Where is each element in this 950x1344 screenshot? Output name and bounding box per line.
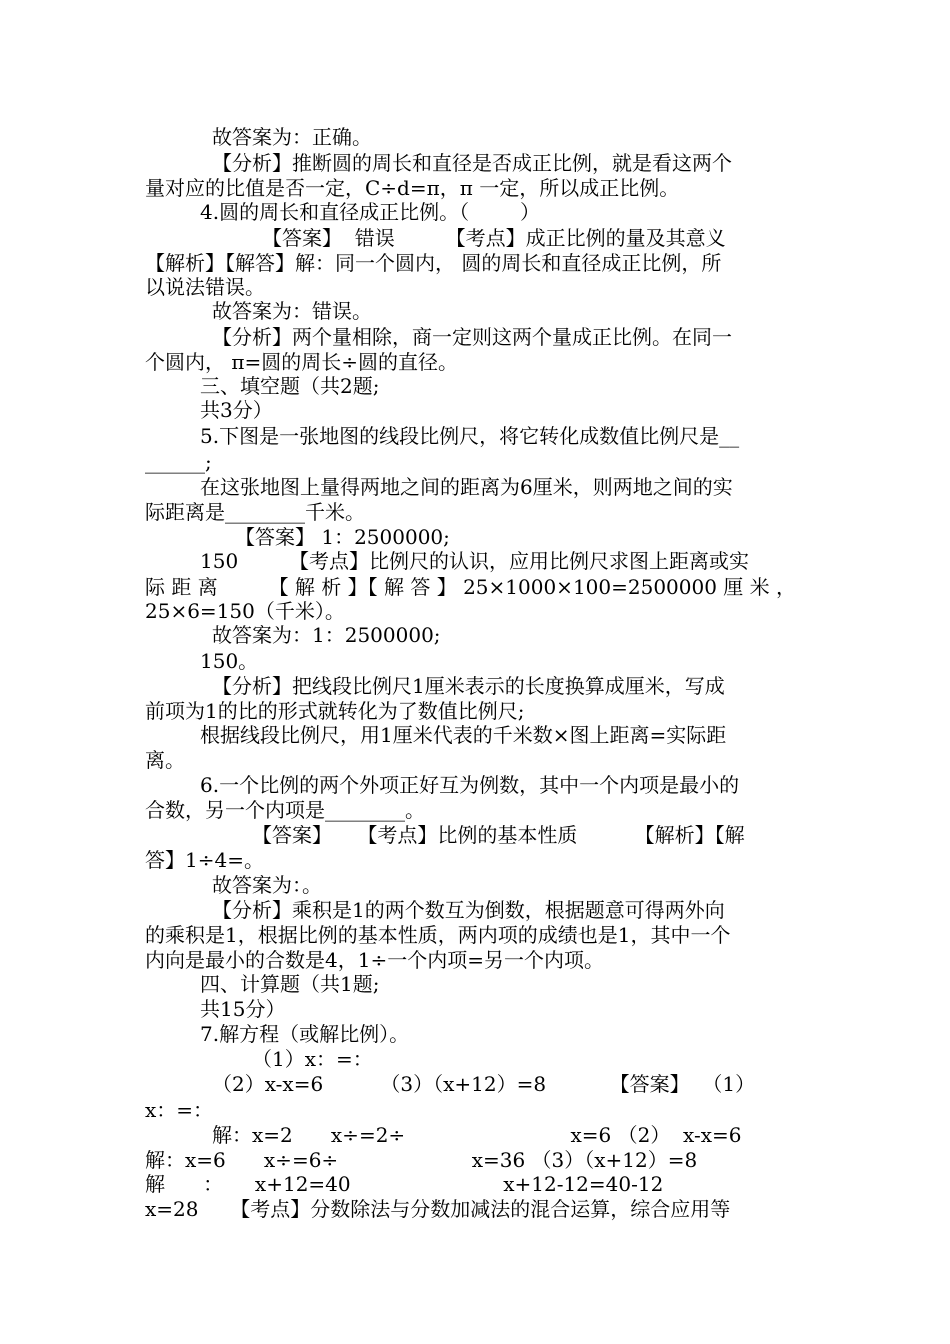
text-line: 离。 [145, 748, 185, 772]
question-text: 在这张地图上量得两地之间的距离为6厘米，则两地之间的实 [200, 475, 733, 499]
text-line: 【解析】【解答】解：同一个圆内， 圆的周长和直径成正比例，所 [145, 251, 722, 275]
text-line: 故答案为：1：2500000; [212, 623, 441, 647]
question-text: 际距离是________千米。 [145, 500, 365, 524]
text-line: 150 【考点】比例尺的认识，应用比例尺求图上距离或实 [200, 549, 750, 573]
question-text: 6.一个比例的两个外项正好互为例数，其中一个内项是最小的 [200, 773, 740, 797]
text-line: 答】1÷4=。 [145, 848, 264, 872]
section-heading: 四、计算题（共1题; [200, 972, 380, 996]
question-text: （2）x-x=6 （3）（x+12）=8 【答案】 （1） [212, 1072, 756, 1096]
text-line: 根据线段比例尺，用1厘米代表的千米数×图上距离=实际距 [200, 723, 727, 747]
section-heading: 共15分） [200, 997, 286, 1021]
text-line: 4.圆的周长和直径成正比例。（ ） [200, 200, 540, 224]
text-line: 【分析】推断圆的周长和直径是否成正比例，就是看这两个 [212, 151, 732, 175]
text-line: 【分析】把线段比例尺1厘米表示的长度换算成厘米，写成 [212, 674, 725, 698]
text-line: 故答案为：正确。 [212, 125, 372, 149]
text-line: 解：x=6 x÷=6÷ x=36 （3）（x+12）=8 [145, 1148, 698, 1172]
question-text: ______; [145, 450, 212, 474]
section-heading: 三、填空题（共2题; [200, 374, 380, 398]
text-line: 150。 [200, 649, 259, 673]
text-line: 【答案】 错误 【考点】成正比例的量及其意义 [262, 226, 726, 250]
text-line: 【答案】 1：2500000; [235, 525, 450, 549]
text-line: 量对应的比值是否一定，C÷d=π，π 一定，所以成正比例。 [145, 176, 680, 200]
text-line: 际 距 离 【 解 析 】【 解 答 】 25×1000×100=2500000 厘 米 ， [145, 575, 797, 599]
text-line: 个圆内， π=圆的周长÷圆的直径。 [145, 350, 459, 374]
text-line: 【答案】 【考点】比例的基本性质 【解析】【解 [252, 823, 745, 847]
text-line: x：=： [145, 1098, 214, 1122]
text-line: 解：x=2 x÷=2÷ x=6 （2） x-x=6 [212, 1123, 742, 1147]
text-line: 故答案为：错误。 [212, 299, 372, 323]
question-text: （1）x：=： [252, 1047, 373, 1071]
text-line: 解 ： x+12=40 x+12-12=40-12 [145, 1172, 664, 1196]
text-line: 【分析】乘积是1的两个数互为倒数，根据题意可得两外向 [212, 898, 725, 922]
question-text: 7.解方程（或解比例）。 [200, 1022, 410, 1046]
question-text: 合数，另一个内项是________。 [145, 798, 425, 822]
text-line: 【分析】两个量相除，商一定则这两个量成正比例。在同一 [212, 325, 732, 349]
text-line: 故答案为：。 [212, 873, 322, 897]
text-line: 以说法错误。 [145, 275, 265, 299]
section-heading: 共3分） [200, 398, 273, 422]
text-line: 前项为1的比的形式就转化为了数值比例尺; [145, 699, 525, 723]
text-line: 的乘积是1，根据比例的基本性质，两内项的成绩也是1，其中一个 [145, 923, 731, 947]
text-line: 25×6=150（千米）。 [145, 599, 345, 623]
text-line: x=28 【考点】分数除法与分数加减法的混合运算，综合应用等 [145, 1197, 731, 1221]
text-line: 内向是最小的合数是4，1÷一个内项=另一个内项。 [145, 948, 604, 972]
question-text: 5.下图是一张地图的线段比例尺，将它转化成数值比例尺是__ [200, 424, 740, 448]
